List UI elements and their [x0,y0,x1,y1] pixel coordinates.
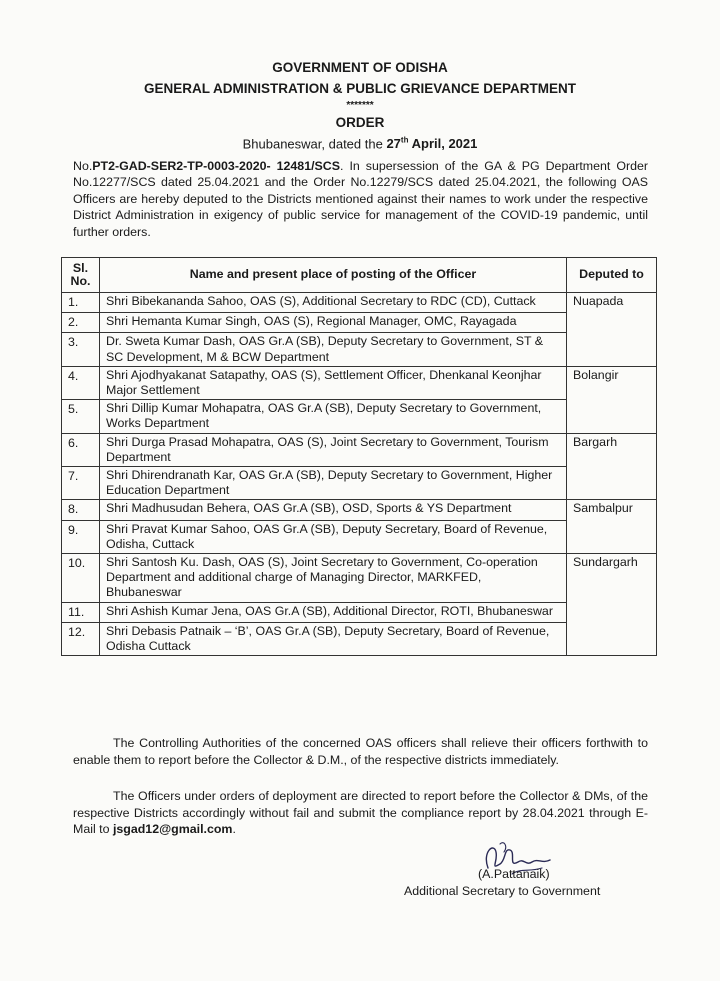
table-header-row [62,258,657,293]
row-number: 4. [62,366,100,399]
table-row [62,554,657,603]
row-number: 2. [62,313,100,333]
district-bargarh: Bargarh [567,433,657,500]
table-row [62,366,657,399]
row-number: 6. [62,433,100,466]
header-sl-no: Sl. No. [62,258,100,293]
department-heading: GENERAL ADMINISTRATION & PUBLIC GRIEVANCE DEPARTMENT [143,81,576,96]
row-number: 1. [62,293,100,313]
date-day: 27 [386,136,401,152]
officer-details: Shri Dillip Kumar Mohapatra, OAS Gr.A (SB), Deputy Secretary to Government, Works Department [100,400,567,433]
officer-details: Shri Hemanta Kumar Singh, OAS (S), Regional Manager, OMC, Rayagada [100,313,567,333]
officer-details: Shri Bibekananda Sahoo, OAS (S), Additional Secretary to RDC (CD), Cuttack [100,293,567,313]
row-number: 12. [62,622,100,655]
row-number: 3. [62,333,100,366]
district-sambalpur: Sambalpur [567,500,657,554]
officer-details: Shri Durga Prasad Mohapatra, OAS (S), Joint Secretary to Government, Tourism Department [100,433,567,466]
order-title: ORDER [335,115,385,130]
table-row [62,293,657,313]
relieve-paragraph: The Controlling Authorities of the concerned OAS officers shall relieve their officers forthwith to enable them to report before the Collector & D.M., of the respective districts immediately. [73,736,648,767]
deputation-table [61,257,657,656]
date-rest: April, 2021 [408,136,478,152]
officer-details: Dr. Sweta Kumar Dash, OAS Gr.A (SB), Deputy Secretary to Government, ST & SC Development, M & BCW Department [100,333,567,366]
order-no-label: No. [73,159,93,173]
table-row [62,433,657,466]
government-heading: GOVERNMENT OF ODISHA [272,60,448,75]
date-suffix: th [400,136,409,145]
header-deputed-to: Deputed to [567,258,657,293]
officer-details: Shri Pravat Kumar Sahoo, OAS Gr.A (SB), Deputy Secretary, Board of Revenue, Odisha, Cuttack [100,520,567,553]
row-number: 5. [62,400,100,433]
district-nuapada: Nuapada [567,293,657,367]
report-paragraph: The Officers under orders of deployment are directed to report before the Collector & DMs, of the respective Districts accordingly without fail and submit the compliance report by 28.04.2021 through E-Mail to jsgad12@gmail.com. [73,789,648,837]
row-number: 7. [62,467,100,500]
row-number: 10. [62,554,100,603]
row-number: 11. [62,602,100,622]
officer-details: Shri Dhirendranath Kar, OAS Gr.A (SB), Deputy Secretary to Government, Higher Education Department [100,467,567,500]
officer-details: Shri Ajodhyakanat Satapathy, OAS (S), Settlement Officer, Dhenkanal Keonjhar Major Settlement [100,366,567,399]
order-number: PT2-GAD-SER2-TP-0003-2020- 12481/SCS [92,159,341,173]
date-prefix: Bhubaneswar, dated the [242,136,387,152]
table-row [62,500,657,520]
signatory-name: (A.Pattanaik) [478,867,550,881]
order-date-line [0,136,720,151]
intro-paragraph [73,158,648,240]
officer-details: Shri Debasis Patnaik – ‘B’, OAS Gr.A (SB), Deputy Secretary, Board of Revenue, Odisha Cuttack [100,622,567,655]
district-sundargarh: Sundargarh [567,554,657,656]
officer-details: Shri Ashish Kumar Jena, OAS Gr.A (SB), Additional Director, ROTI, Bhubaneswar [100,602,567,622]
signatory-title: Additional Secretary to Government [404,884,601,898]
officer-details: Shri Santosh Ku. Dash, OAS (S), Joint Secretary to Government, Co-operation Department and additional charge of Managing Director, MARKFED, Bhubaneswar [100,554,567,603]
separator-stars: ******* [346,100,374,111]
intro-text: . In supersession of the GA & PG Department Order No.12277/SCS dated 25.04.2021 and the Order No.12279/SCS dated 25.04.2021, the following OAS Officers are hereby deputed to the Districts mentioned against their names to work under the respective District Administration in exigency of public service for management of the COVID-19 pandemic, until further orders. [73,159,648,239]
row-number: 8. [62,500,100,520]
contact-email: jsgad12@gmail.com [112,822,233,837]
row-number: 9. [62,520,100,553]
officer-details: Shri Madhusudan Behera, OAS Gr.A (SB), OSD, Sports & YS Department [100,500,567,520]
header-officer-name: Name and present place of posting of the Officer [100,258,567,293]
district-bolangir: Bolangir [567,366,657,433]
